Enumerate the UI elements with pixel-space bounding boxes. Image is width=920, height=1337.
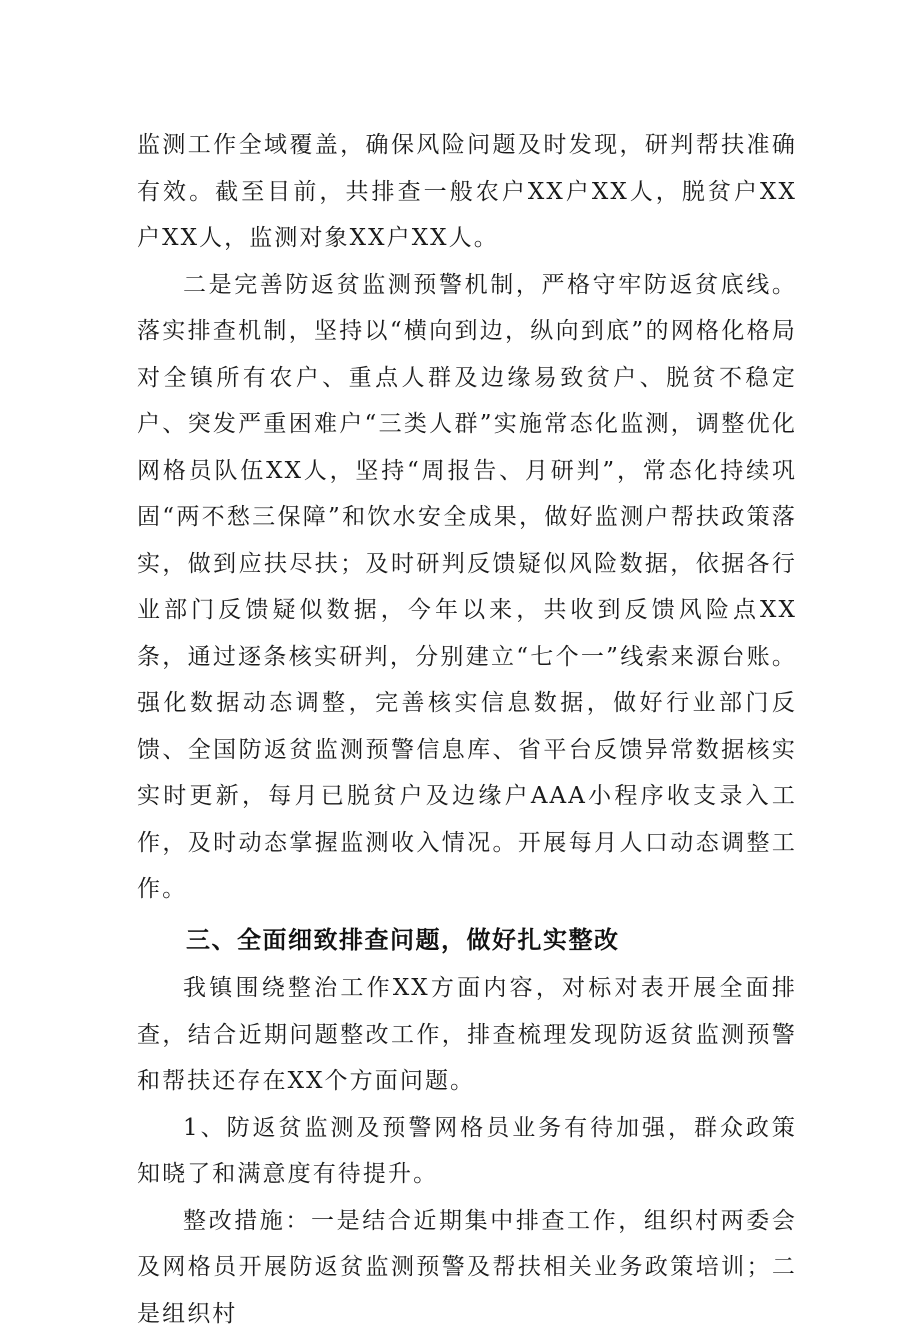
section-heading-rectification: 三、全面细致排查问题，做好扎实整改 (137, 917, 797, 964)
paragraph-continued-monitoring: 监测工作全域覆盖，确保风险问题及时发现，研判帮扶准确有效。截至目前，共排查一般农户XX户XX人，脱贫户XX户XX人，监测对象XX户XX人。 (137, 122, 797, 262)
paragraph-investigation-summary: 我镇围绕整治工作XX方面内容，对标对表开展全面排查，结合近期问题整改工作，排查梳理发现防返贫监测预警和帮扶还存在XX个方面问题。 (137, 965, 797, 1105)
paragraph-issue-1: 1、防返贫监测及预警网格员业务有待加强，群众政策知晓了和满意度有待提升。 (137, 1105, 797, 1198)
paragraph-rectification-measures: 整改措施：一是结合近期集中排查工作，组织村两委会及网格员开展防返贫监测预警及帮扶相关业务政策培训；二是组织村 (137, 1198, 797, 1337)
paragraph-warning-mechanism: 二是完善防返贫监测预警机制，严格守牢防返贫底线。落实排查机制，坚持以“横向到边，纵向到底”的网格化格局对全镇所有农户、重点人群及边缘易致贫户、脱贫不稳定户、突发严重困难户“三类人群”实施常态化监测，调整优化网格员队伍XX人，坚持“周报告、月研判”，常态化持续巩固“两不愁三保障”和饮水安全成果，做好监测户帮扶政策落实，做到应扶尽扶；及时研判反馈疑似风险数据，依据各行业部门反馈疑似数据，今年以来，共收到反馈风险点XX条，通过逐条核实研判，分别建立“七个一”线索来源台账。强化数据动态调整，完善核实信息数据，做好行业部门反馈、全国防返贫监测预警信息库、省平台反馈异常数据核实实时更新，每月已脱贫户及边缘户AAA小程序收支录入工作，及时动态掌握监测收入情况。开展每月人口动态调整工作。 (137, 262, 797, 913)
document-body (137, 122, 797, 1337)
